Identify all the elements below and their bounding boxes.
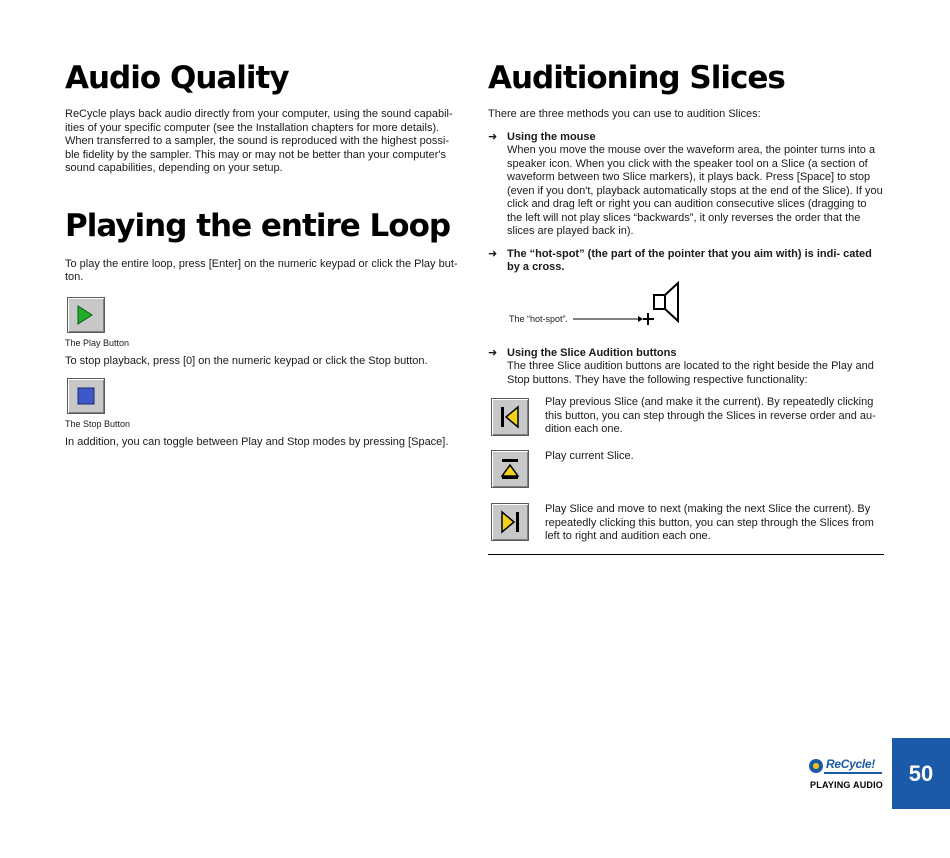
stop-button[interactable] <box>67 378 105 414</box>
arrow-bullet-icon: ➜ <box>488 346 498 359</box>
prev-slice-row <box>488 396 884 450</box>
play-next-slice-button[interactable] <box>491 503 529 541</box>
stop-icon <box>68 379 104 413</box>
using-mouse-heading: Using the mouse <box>507 130 596 143</box>
playing-loop-heading: Playing the entire Loop <box>65 207 451 244</box>
current-slice-row <box>488 450 884 503</box>
hot-spot-heading: The “hot-spot” (the part of the pointer that you aim with) is indi- cated by a cross. <box>507 247 872 273</box>
play-current-slice-button[interactable] <box>491 450 529 488</box>
using-mouse-body: When you move the mouse over the waveform area, the pointer turns into a speaker icon. When you click with the speaker tool on a Slice (a section of waveform between two Slice markers), it plays back. Press [Space] to stop (even if you don't, playback automatically stops at the end of the Slice). If you click and drag left or right you can audition consecutive slices (dragging to the left will not play slices “backwards”, it only reverses the order that the slices are played back in). <box>507 144 883 237</box>
slice-buttons-heading: Using the Slice Audition buttons <box>507 346 677 359</box>
page-number: 50 <box>908 760 934 786</box>
bullet-slice-buttons <box>488 347 884 388</box>
playing-loop-body: To play the entire loop, press [Enter] on the numeric keypad or click the Play but- ton. <box>65 257 458 283</box>
page-number-box <box>892 738 950 809</box>
stop-button-caption: The Stop Button <box>65 419 131 429</box>
hot-spot-illustration <box>488 275 884 347</box>
play-previous-slice-button[interactable] <box>491 398 529 436</box>
previous-slice-description: Play previous Slice (and make it the current). By repeatedly clicking this button, you can step through the Slices in reverse order and au- dition each one. <box>545 396 876 435</box>
stop-playback-body: To stop playback, press [0] on the numeric keypad or click the Stop button. <box>65 354 428 367</box>
previous-slice-icon <box>492 399 528 435</box>
bullet-using-mouse <box>488 131 884 239</box>
play-icon <box>68 298 104 332</box>
recycle-logo-text: ReCycle! <box>826 757 875 771</box>
next-slice-icon <box>492 504 528 540</box>
play-button-caption: The Play Button <box>65 337 130 348</box>
section-divider <box>488 554 884 555</box>
right-column <box>488 58 884 547</box>
next-slice-description: Play Slice and move to next (making the next Slice the current). By repeatedly clicking this button, you can step through the Slices from left to right and audition each one. <box>545 503 874 542</box>
bullet-hot-spot <box>488 248 884 275</box>
audio-quality-body: ReCycle plays back audio directly from your computer, using the sound capabil- ities of your specific computer (see the Installation chapters for more details). When transferred to a sampler, the sound is reproduced with the highest possi- ble fidelity by the sampler. This may or may not be better than your computer's sound capabilities, depending on your setup. <box>65 108 453 174</box>
auditioning-slices-heading: Auditioning Slices <box>488 60 785 96</box>
speaker-pointer-icon <box>488 275 688 347</box>
next-slice-row <box>488 503 884 547</box>
hot-spot-label: The “hot-spot”. <box>509 313 569 324</box>
auditioning-intro: There are three methods you can use to audition Slices: <box>488 108 761 120</box>
slice-buttons-body: The three Slice audition buttons are located to the right beside the Play and Stop buttons. They have the following respective functionality: <box>507 360 874 386</box>
play-button[interactable] <box>67 297 105 333</box>
arrow-bullet-icon: ➜ <box>488 130 498 143</box>
current-slice-icon <box>492 451 528 487</box>
current-slice-description: Play current Slice. <box>545 450 634 462</box>
audio-quality-heading: Audio Quality <box>65 60 289 96</box>
section-footer-label: PLAYING AUDIO <box>810 780 883 790</box>
arrow-bullet-icon: ➜ <box>488 247 498 260</box>
toggle-body: In addition, you can toggle between Play and Stop modes by pressing [Space]. <box>65 436 449 448</box>
left-column <box>65 58 463 450</box>
recycle-logo <box>808 755 884 777</box>
